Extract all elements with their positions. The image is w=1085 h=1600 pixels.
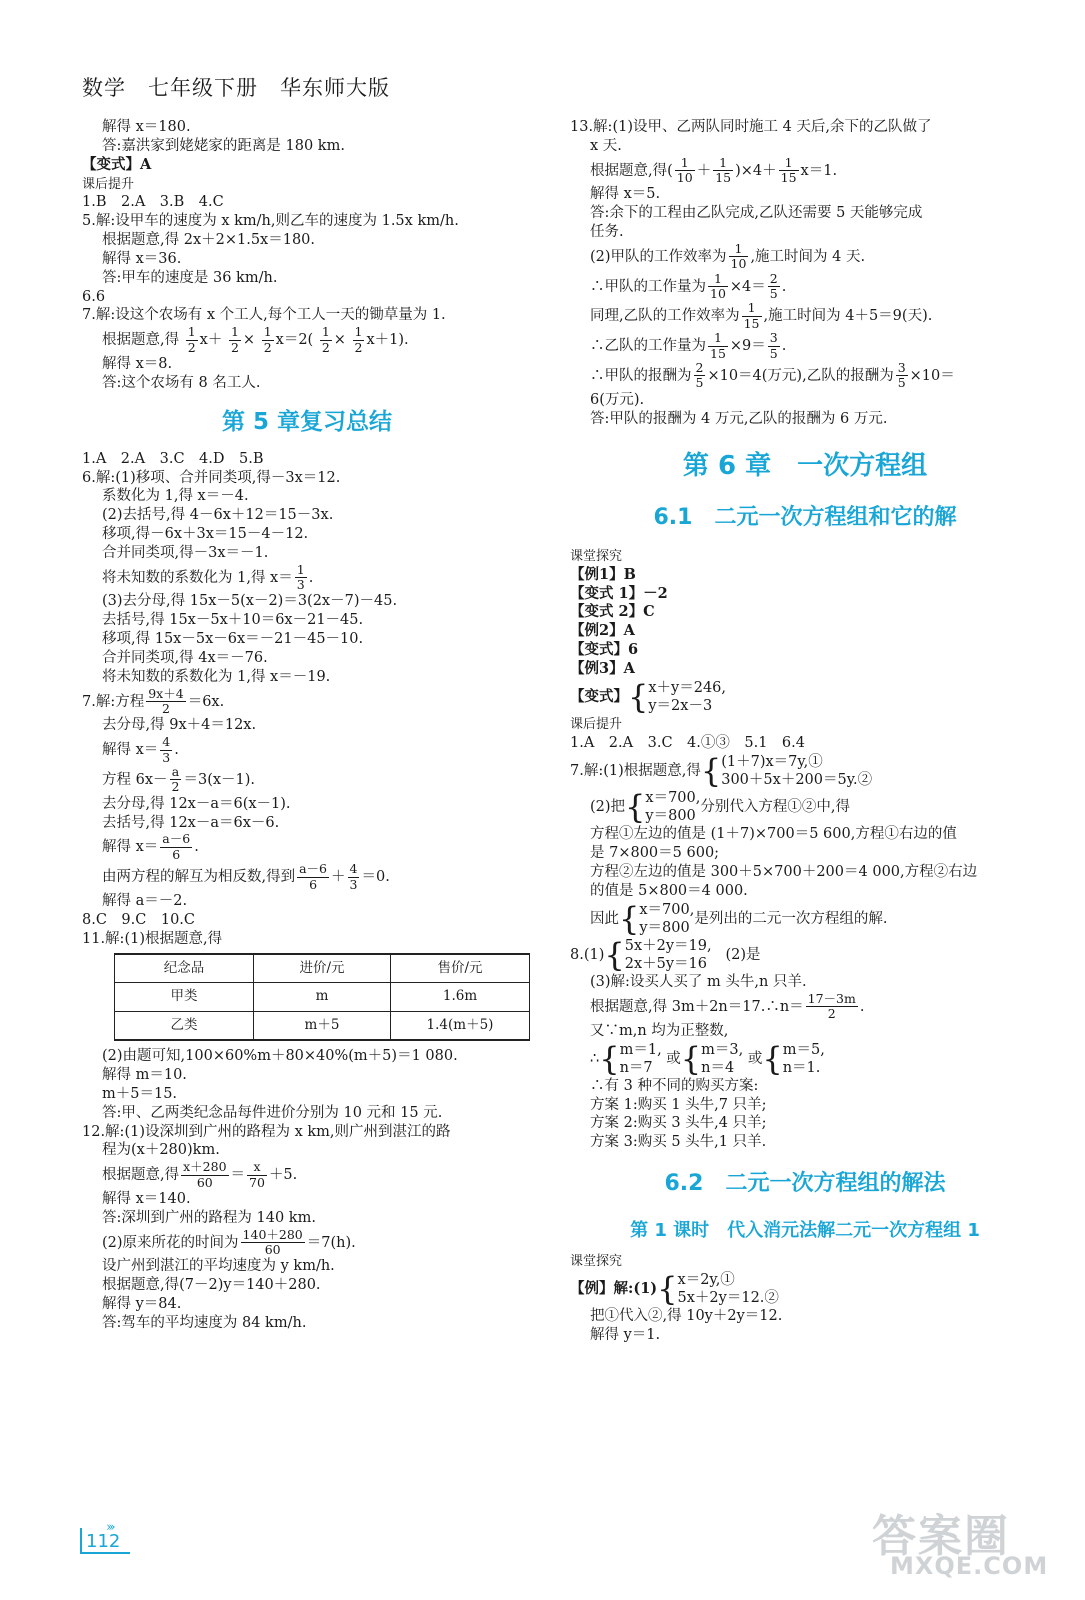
text: ＝6x. bbox=[187, 693, 225, 710]
brace: { bbox=[619, 899, 640, 938]
brace: { bbox=[762, 1039, 783, 1078]
brace: { bbox=[599, 1039, 620, 1078]
equation: n＝1. bbox=[782, 1059, 821, 1076]
text: × bbox=[333, 332, 346, 349]
equation: x＝700, bbox=[645, 789, 701, 806]
equation-line: 解得 x＝ $\frac{a-6}{6}$ . bbox=[102, 831, 199, 862]
numerator: a－6 bbox=[162, 831, 191, 847]
text: ∴甲队的工作量为 bbox=[590, 278, 706, 295]
text: ∴乙队的工作量为 bbox=[590, 338, 706, 355]
numerator: 1 bbox=[779, 156, 799, 171]
text-line: 解得 x＝5. bbox=[590, 186, 661, 203]
text-line: 13.解:(1)设甲、乙两队同时施工 4 天后,余下的乙队做了 bbox=[570, 119, 932, 135]
fraction bbox=[186, 325, 198, 355]
table-row bbox=[115, 1011, 530, 1040]
text-line: 解得 x＝180. bbox=[102, 119, 191, 135]
text: ＝0. bbox=[361, 869, 390, 886]
text-line: 根据题意,得 2x＋2×1.5x＝180. bbox=[102, 232, 316, 249]
equation-line bbox=[570, 361, 1040, 391]
text: 方程 6x－ bbox=[102, 771, 168, 788]
numerator: 140＋280 bbox=[242, 1226, 303, 1242]
text-line: 程为(x＋280)km. bbox=[102, 1142, 220, 1159]
text: (2)原来所花的时间为 bbox=[102, 1234, 239, 1251]
numerator: 1 bbox=[296, 561, 305, 577]
text-line: 方案 3:购买 5 头牛,1 只羊. bbox=[590, 1134, 767, 1151]
denominator: 2 bbox=[187, 339, 196, 355]
text-line: 是 7×800＝5 600; bbox=[590, 845, 720, 862]
text-line: 解得 a＝－2. bbox=[102, 892, 188, 909]
denominator: 2 bbox=[171, 779, 180, 795]
text-line: 解得 x＝8. bbox=[102, 356, 173, 373]
denominator: 2 bbox=[354, 339, 363, 355]
text-line: 去分母,得 9x＋4＝12x. bbox=[102, 717, 257, 734]
text-line: 方案 1:购买 1 头牛,7 只羊; bbox=[590, 1096, 767, 1113]
text: ∴ bbox=[590, 1050, 600, 1067]
fraction bbox=[181, 1160, 228, 1190]
text: ×4＝ bbox=[729, 278, 766, 295]
table-cell: 1.4(m＋5) bbox=[391, 1011, 530, 1040]
equation: n＝4 bbox=[701, 1059, 735, 1076]
text: 将未知数的系数化为 1,得 x＝ bbox=[102, 569, 293, 586]
fraction bbox=[713, 156, 733, 186]
numerator: 1 bbox=[708, 331, 728, 346]
numerator: 1 bbox=[354, 324, 363, 340]
watermark-logo bbox=[860, 1500, 1060, 1595]
text-line: 系数化为 1,得 x＝－4. bbox=[102, 488, 249, 505]
text: ,施工时间为 4＋5＝9(天). bbox=[763, 308, 933, 325]
text-line: 5.解:设甲车的速度为 x km/h,则乙车的速度为 1.5x km/h. bbox=[82, 213, 459, 230]
section-label: 课堂探究 bbox=[570, 548, 623, 564]
numerator: 1 bbox=[263, 324, 272, 340]
numerator: 1 bbox=[187, 324, 196, 340]
denominator: 6 bbox=[172, 846, 181, 862]
equation-system bbox=[625, 937, 712, 973]
text-line: 移项,得 15x－5x－6x＝－21－45－10. bbox=[102, 631, 364, 648]
section-heading: 6.2 二元一次方程组的解法 bbox=[664, 1171, 946, 1197]
denominator: 10 bbox=[730, 256, 747, 272]
text-line: (2)去括号,得 4－6x＋12＝15－3x. bbox=[102, 507, 334, 524]
text: (2)是 bbox=[725, 946, 761, 963]
text-line: 6(万元). bbox=[590, 391, 645, 408]
text-line: 把①代入②,得 10y＋2y＝12. bbox=[590, 1308, 783, 1325]
text: 同理,乙队的工作效率为 bbox=[590, 308, 740, 325]
text-line: 合并同类项,得－3x＝－1. bbox=[102, 544, 269, 561]
equation: y＝800 bbox=[645, 808, 696, 825]
section-label: 课后提升 bbox=[570, 717, 623, 732]
text-line: 12.解:(1)设深圳到广州的路程为 x km,则广州到湛江的路 bbox=[82, 1123, 451, 1140]
numerator: 1 bbox=[708, 272, 728, 287]
text-line: 答:甲、乙两类纪念品每件进价分别为 10 元和 15 元. bbox=[102, 1104, 443, 1121]
denominator: 60 bbox=[196, 1174, 213, 1190]
text: 根据题意,得 bbox=[102, 1167, 180, 1184]
fraction bbox=[160, 832, 192, 862]
numerator: 1 bbox=[321, 324, 330, 340]
text-line: 解得 m＝10. bbox=[102, 1066, 187, 1083]
equation-system bbox=[620, 1041, 662, 1077]
text-line: 8.C 9.C 10.C bbox=[82, 911, 196, 928]
equation-line bbox=[570, 789, 1040, 825]
table-header: 进价/元 bbox=[254, 954, 391, 983]
numerator: x bbox=[247, 1160, 267, 1175]
fraction bbox=[729, 242, 749, 272]
fraction bbox=[675, 156, 695, 186]
denominator: 60 bbox=[264, 1242, 281, 1258]
fraction bbox=[241, 1228, 305, 1258]
text-line: 【例2】A bbox=[570, 622, 635, 640]
numerator: a－6 bbox=[299, 861, 328, 877]
equation: 300＋5x＋200＝5y.② bbox=[721, 771, 873, 788]
numerator: x＋280 bbox=[183, 1159, 227, 1175]
equation-line bbox=[82, 325, 532, 355]
page-number: 112 bbox=[86, 1531, 121, 1552]
denominator: 6 bbox=[309, 876, 318, 892]
text: × bbox=[242, 332, 256, 349]
text-line: 移项,得－6x＋3x＝15－4－12. bbox=[102, 526, 309, 543]
fraction bbox=[694, 361, 706, 391]
denominator: 3 bbox=[349, 876, 358, 892]
numerator: 1 bbox=[742, 301, 762, 316]
denominator: 5 bbox=[769, 286, 778, 302]
equation: n＝7 bbox=[619, 1059, 653, 1076]
text: (2)甲队的工作效率为 bbox=[590, 248, 727, 265]
equation-system bbox=[645, 789, 700, 825]
page-header: 数学 七年级下册 华东师大版 bbox=[82, 76, 390, 100]
fraction bbox=[170, 765, 182, 795]
text: 或 bbox=[747, 1050, 763, 1067]
lesson-heading: 第 1 课时 代入消元法解二元一次方程组 1 bbox=[630, 1219, 980, 1241]
table-cell: m bbox=[254, 983, 391, 1012]
denominator: 15 bbox=[780, 170, 797, 186]
text-line: 6.解:(1)移项、合并同类项,得－3x＝12. bbox=[82, 469, 341, 486]
numerator: 3 bbox=[769, 330, 778, 346]
equation: 2x＋5y＝16 bbox=[624, 955, 708, 972]
numerator: 17－3m bbox=[807, 990, 856, 1006]
equation: (1＋7)x＝7y,① bbox=[721, 753, 823, 770]
table-cell: 乙类 bbox=[115, 1011, 254, 1040]
text: 是列出的二元一次方程组的解. bbox=[694, 910, 888, 927]
equation-line: 由两方程的解互为相反数,得到 $\frac{a-6}{6}$ ＋ $\frac{4}{3}$ ＝0. bbox=[102, 861, 390, 892]
text: ＝3(x－1). bbox=[183, 771, 256, 788]
text-line: 解得 x＝140. bbox=[102, 1190, 191, 1207]
equation-line bbox=[570, 937, 1040, 973]
text: 解得 x＝ bbox=[102, 742, 159, 759]
table-cell: 甲类 bbox=[115, 983, 254, 1012]
denominator: 5 bbox=[769, 345, 778, 361]
denominator: 2 bbox=[230, 339, 239, 355]
equation-line bbox=[82, 687, 532, 717]
text-line: 答:嘉洪家到姥姥家的距离是 180 km. bbox=[102, 137, 345, 154]
equation: y＝2x－3 bbox=[648, 697, 713, 714]
equation-system bbox=[721, 753, 872, 789]
text-line: 方程②左边的值是 300＋5×700＋200＝4 000,方程②右边 bbox=[590, 863, 978, 880]
text-line: 的值是 5×800＝4 000. bbox=[590, 882, 748, 899]
text: 由两方程的解互为相反数,得到 bbox=[102, 869, 296, 886]
text-line: 去括号,得 12x－a＝6x－6. bbox=[102, 814, 280, 831]
denominator: 3 bbox=[162, 749, 171, 765]
text-line: 答:甲队的报酬为 4 万元,乙队的报酬为 6 万元. bbox=[590, 410, 888, 427]
text-line: 解得 y＝84. bbox=[102, 1296, 182, 1313]
fraction bbox=[768, 331, 780, 361]
equation: m＝1, bbox=[619, 1041, 662, 1058]
denominator: 15 bbox=[710, 345, 726, 361]
text: 根据题意,得 3m＋2n＝17.∴n＝ bbox=[590, 998, 804, 1015]
equation-system bbox=[678, 1271, 779, 1307]
numerator: 2 bbox=[695, 359, 704, 375]
equation-line bbox=[570, 1041, 1040, 1077]
numerator: 4 bbox=[349, 861, 358, 877]
denominator: 2 bbox=[263, 339, 272, 355]
fraction bbox=[297, 862, 329, 892]
equation: m＝5, bbox=[782, 1041, 825, 1058]
equation: 5x＋2y＝12.② bbox=[677, 1290, 779, 1307]
text-line: 将未知数的系数化为 1,得 x＝－19. bbox=[102, 668, 331, 685]
equation-line bbox=[570, 1271, 1040, 1307]
text-line: 6.6 bbox=[82, 288, 106, 305]
text-line: 设广州到湛江的平均速度为 y km/h. bbox=[102, 1258, 335, 1275]
text-line: (3)解:设买人买了 m 头牛,n 只羊. bbox=[590, 974, 807, 991]
text: x＝2( bbox=[275, 332, 314, 349]
text: x＋ bbox=[199, 332, 223, 349]
denominator: 70 bbox=[249, 1174, 265, 1190]
text: 根据题意,得 bbox=[102, 332, 180, 349]
text-line: 根据题意,得(7－2)y＝140＋280. bbox=[102, 1277, 321, 1294]
fraction bbox=[348, 862, 360, 892]
text-line: m＋5＝15. bbox=[102, 1085, 178, 1102]
numerator: 1 bbox=[713, 156, 733, 171]
denominator: 10 bbox=[676, 170, 693, 186]
arrow-icon: ››› bbox=[106, 1520, 113, 1535]
equation-line bbox=[570, 301, 1040, 331]
fraction bbox=[896, 361, 908, 391]
numerator: 1 bbox=[230, 324, 239, 340]
equation-system bbox=[783, 1041, 825, 1077]
text-line: 方程①左边的值是 (1＋7)×700＝5 600,方程①右边的值 bbox=[590, 826, 957, 843]
equation: y＝800 bbox=[639, 919, 690, 936]
equation: x＋y＝246, bbox=[648, 679, 727, 696]
text-line: (3)去分母,得 15x－5(x－2)＝3(2x－7)－45. bbox=[102, 593, 398, 610]
text-line: 又∵m,n 均为正整数, bbox=[590, 1022, 729, 1039]
fraction bbox=[806, 992, 858, 1022]
equation-line bbox=[570, 242, 1040, 272]
table-header: 售价/元 bbox=[391, 954, 530, 983]
numerator: 9x＋4 bbox=[148, 685, 184, 701]
text: 8.(1) bbox=[570, 946, 605, 963]
numerator: 1 bbox=[675, 156, 695, 171]
equation-system bbox=[648, 679, 726, 715]
equation-line bbox=[570, 679, 1040, 715]
table-cell: m＋5 bbox=[254, 1011, 391, 1040]
text-line: 答:深圳到广州的路程为 140 km. bbox=[102, 1209, 316, 1226]
fraction bbox=[779, 156, 799, 186]
fraction bbox=[353, 325, 365, 355]
numerator: 2 bbox=[769, 270, 778, 286]
text: ,施工时间为 4 天. bbox=[750, 248, 866, 265]
text-line: ∴有 3 种不同的购买方案: bbox=[590, 1077, 759, 1094]
text-line: 方案 2:购买 3 头牛,4 只羊; bbox=[590, 1115, 767, 1132]
right-column bbox=[570, 118, 1040, 1345]
equation-line: ∴乙队的工作量为 $\frac{1}{15}$ ×9＝ $\frac{3}{5}$ . bbox=[590, 330, 787, 361]
numerator: 1 bbox=[729, 242, 749, 257]
text-line: (2)由题可知,100×60%m＋80×40%(m＋5)＝1 080. bbox=[102, 1048, 458, 1065]
numerator: a bbox=[170, 765, 182, 780]
section-label: 课堂探究 bbox=[570, 1254, 623, 1270]
text-line: 答:这个农场有 8 名工人. bbox=[102, 374, 261, 391]
equation: x＝2y,① bbox=[677, 1272, 735, 1289]
text-line: 去分母,得 12x－a＝6(x－1). bbox=[102, 795, 291, 812]
text: 【变式】 bbox=[570, 687, 628, 705]
fraction bbox=[295, 563, 307, 593]
equation-system bbox=[639, 901, 694, 937]
table-row bbox=[115, 983, 530, 1012]
fraction bbox=[708, 331, 728, 361]
fraction bbox=[320, 325, 332, 355]
text-line: 11.解:(1)根据题意,得 bbox=[82, 930, 223, 947]
fraction bbox=[229, 325, 241, 355]
numerator: 4 bbox=[162, 734, 171, 750]
text: ×9＝ bbox=[729, 338, 766, 355]
section-label: 课后提升 bbox=[82, 176, 135, 192]
denominator: 3 bbox=[296, 577, 305, 593]
denominator: 15 bbox=[743, 315, 760, 331]
text: ＋5. bbox=[268, 1167, 298, 1184]
denominator: 2 bbox=[321, 339, 330, 355]
chapter-review-heading: 第 5 章复习总结 bbox=[221, 408, 393, 435]
text-line: 解得 y＝1. bbox=[590, 1327, 661, 1344]
text-line: 去括号,得 15x－5x＋10＝6x－21－45. bbox=[102, 612, 364, 629]
fraction bbox=[768, 272, 780, 302]
text-line: 任务. bbox=[590, 224, 624, 241]
text-line: x 天. bbox=[590, 137, 622, 154]
table-header-row bbox=[115, 954, 530, 983]
fraction bbox=[146, 687, 185, 717]
text: x＋1). bbox=[366, 332, 409, 349]
brace: { bbox=[700, 751, 722, 790]
equation-line: 解得 x＝ $\frac{4}{3}$ . bbox=[102, 734, 179, 765]
equation-system bbox=[701, 1041, 743, 1077]
denominator: 2 bbox=[161, 701, 170, 717]
text-line: 1.B 2.A 3.B 4.C bbox=[82, 194, 224, 211]
text: 分别代入方程①②中,得 bbox=[700, 799, 850, 816]
denominator: 2 bbox=[827, 1006, 836, 1022]
fraction bbox=[160, 735, 172, 765]
equation-line bbox=[82, 765, 532, 795]
equation-line: ∴甲队的工作量为 $\frac{1}{10}$ ×4＝ $\frac{2}{5}$ . bbox=[590, 270, 787, 302]
brace: { bbox=[657, 1270, 678, 1309]
text: x＝1. bbox=[800, 162, 838, 179]
text-line: 【例1】B bbox=[570, 565, 636, 583]
text-line: 【变式 1】－2 bbox=[570, 584, 668, 602]
text-line: 答:驾车的平均速度为 84 km/h. bbox=[102, 1314, 307, 1331]
text-line: 1.A 2.A 3.C 4.D 5.B bbox=[82, 450, 264, 467]
text-line: 答:余下的工程由乙队完成,乙队还需要 5 天能够完成 bbox=[590, 205, 923, 222]
equation: m＝3, bbox=[701, 1041, 744, 1058]
text: 或 bbox=[666, 1050, 681, 1067]
text: ×10＝4(万元),乙队的报酬为 bbox=[707, 367, 894, 384]
text: 根据题意,得( bbox=[590, 162, 673, 179]
denominator: 5 bbox=[897, 375, 906, 391]
text-line: 【变式】6 bbox=[570, 641, 639, 659]
chapter-heading: 第 6 章 一次方程组 bbox=[682, 451, 928, 482]
equation-line: 根据题意,得( $\frac{1}{10}$ ＋ $\frac{1}{15}$ )×4＋ $\frac{1}{15}$ x＝1. bbox=[590, 154, 838, 186]
brace: { bbox=[680, 1039, 702, 1078]
equation: 5x＋2y＝19, bbox=[624, 937, 712, 954]
denominator: 5 bbox=[695, 375, 704, 391]
equation-line bbox=[82, 1228, 532, 1258]
fraction bbox=[247, 1160, 267, 1190]
equation-line: 根据题意,得 $\frac{x+280}{60}$ ＝ $\frac{x}{70}$ ＋5. bbox=[102, 1159, 298, 1190]
numerator: 3 bbox=[897, 359, 906, 375]
text-line: 【例3】A bbox=[570, 659, 635, 677]
equation-line: 根据题意,得 3m＋2n＝17.∴n＝ $\frac{17-3m}{2}$ . bbox=[590, 990, 865, 1022]
fraction bbox=[262, 325, 274, 355]
denominator: 10 bbox=[710, 286, 726, 302]
text: )×4＋ bbox=[735, 162, 777, 179]
denominator: 15 bbox=[715, 170, 732, 186]
text: 解得 x＝ bbox=[102, 839, 159, 856]
text: 因此 bbox=[590, 910, 619, 927]
table-header: 纪念品 bbox=[115, 954, 254, 983]
text-line: 合并同类项,得 4x＝－76. bbox=[102, 650, 268, 666]
text-line: 解得 x＝36. bbox=[102, 250, 182, 267]
equation-line bbox=[570, 901, 1040, 937]
brace: { bbox=[604, 935, 625, 974]
equation-line bbox=[570, 753, 1040, 789]
watermark-url: MXQE.COM bbox=[890, 1552, 1049, 1580]
text-line: 【变式】A bbox=[82, 155, 152, 173]
text: 【例】解:(1) bbox=[570, 1280, 658, 1298]
fraction bbox=[708, 272, 728, 302]
fraction bbox=[742, 301, 762, 331]
text-line: 1.A 2.A 3.C 4.①③ 5.1 6.4 bbox=[570, 734, 805, 751]
text: (2)把 bbox=[590, 799, 626, 816]
text: ∴甲队的报酬为 bbox=[590, 367, 692, 384]
left-column bbox=[82, 118, 532, 1333]
brace: { bbox=[625, 788, 646, 827]
price-table bbox=[114, 953, 530, 1042]
text: ×10＝ bbox=[909, 367, 955, 384]
table-cell: 1.6m bbox=[391, 983, 530, 1012]
text: ＝7(h). bbox=[306, 1234, 356, 1251]
text: 7.解:方程 bbox=[82, 693, 145, 710]
section-heading: 6.1 二元一次方程组和它的解 bbox=[653, 505, 957, 531]
equation: x＝700, bbox=[639, 901, 695, 918]
text-line: 答:甲车的速度是 36 km/h. bbox=[102, 269, 278, 286]
text-line: 7.解:设这个农场有 x 个工人,每个工人一天的锄草量为 1. bbox=[82, 307, 446, 324]
brace: { bbox=[628, 677, 649, 716]
watermark-text: 答案圈 bbox=[872, 1511, 1010, 1562]
text-line: 【变式 2】C bbox=[570, 603, 655, 621]
equation-line: 将未知数的系数化为 1,得 x＝ $\frac{1}{3}$ . bbox=[102, 561, 314, 593]
text: 7.解:(1)根据题意,得 bbox=[570, 762, 701, 779]
